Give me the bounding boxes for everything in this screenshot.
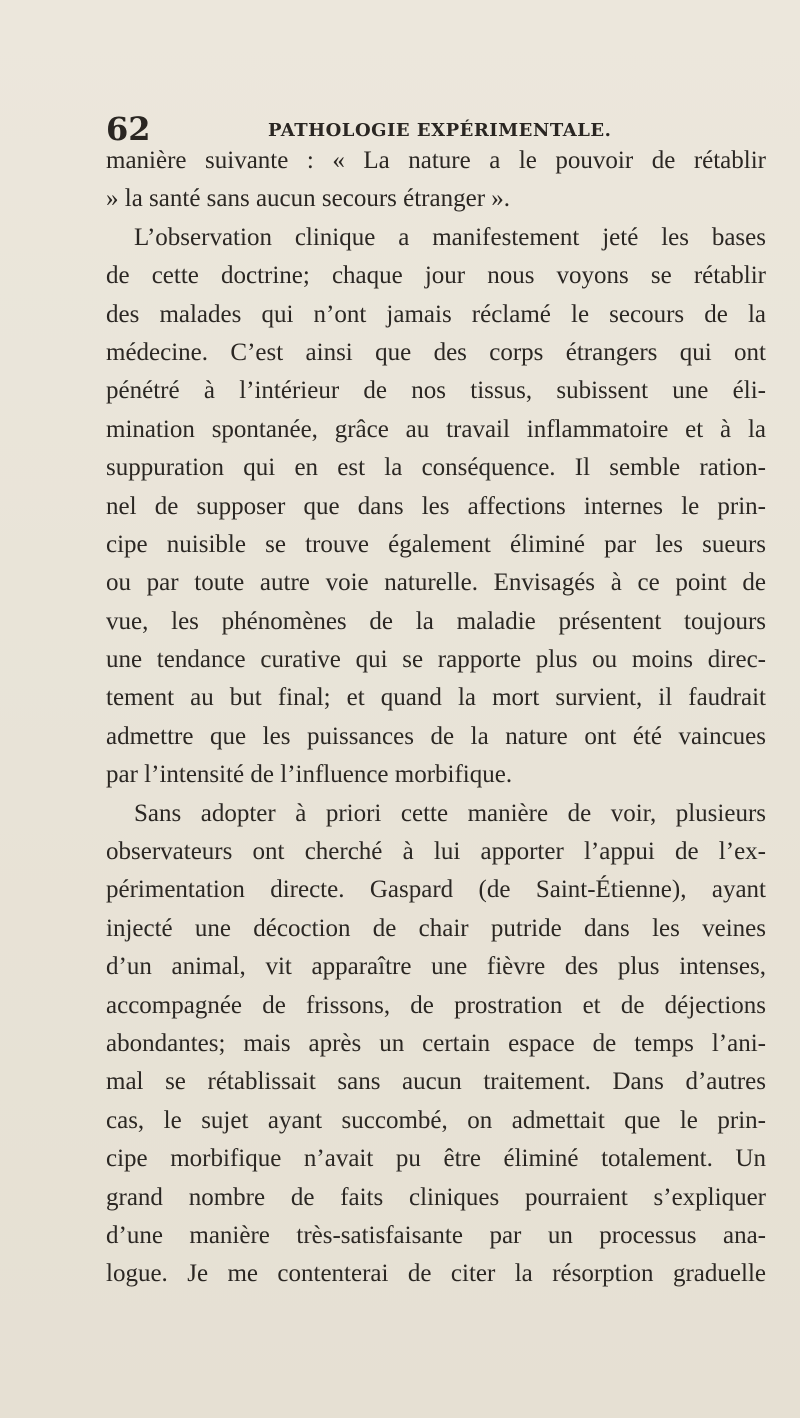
text-line: cipe nuisible se trouve également éliminé par les sueurs <box>106 530 766 558</box>
text-line: mal se rétablissait sans aucun traitement. Dans d’autres <box>106 1068 766 1096</box>
text-line: grand nombre de faits cliniques pourraient s’expliquer <box>106 1183 766 1211</box>
text-line: ou par toute autre voie naturelle. Envisagés à ce point de <box>106 569 766 597</box>
text-line: vue, les phénomènes de la maladie présentent toujours <box>106 607 766 635</box>
text-line: d’une manière très-satisfaisante par un processus ana- <box>106 1221 766 1249</box>
text-line: nel de supposer que dans les affections internes le prin- <box>106 492 766 520</box>
page-header <box>106 112 766 146</box>
text-line: médecine. C’est ainsi que des corps étrangers qui ont <box>106 338 766 366</box>
text-line: logue. Je me contenterai de citer la résorption graduelle <box>106 1260 766 1288</box>
text-line: injecté une décoction de chair putride dans les veines <box>106 914 766 942</box>
text-line: par l’intensité de l’influence morbifique. <box>106 761 513 789</box>
text-line: manière suivante : « La nature a le pouvoir de rétablir <box>106 147 766 174</box>
text-line: mination spontanée, grâce au travail inflammatoire et à la <box>106 415 766 443</box>
text-line: L’observation clinique a manifestement jeté les bases <box>134 223 766 251</box>
page-number: 62 <box>106 110 151 148</box>
text-line: admettre que les puissances de la nature ont été vaincues <box>106 722 766 750</box>
text-line: d’un animal, vit apparaître une fièvre des plus intenses, <box>106 953 766 981</box>
text-line: périmentation directe. Gaspard (de Saint-Étienne), ayant <box>106 876 766 904</box>
text-line: cipe morbifique n’avait pu être éliminé totalement. Un <box>106 1145 766 1173</box>
text-line: des malades qui n’ont jamais réclamé le secours de la <box>106 300 766 328</box>
body-text <box>106 142 766 1294</box>
text-line: cas, le sujet ayant succombé, on admettait que le prin- <box>106 1106 766 1134</box>
text-line: abondantes; mais après un certain espace de temps l’ani- <box>106 1029 766 1057</box>
text-line: une tendance curative qui se rapporte plus ou moins direc- <box>106 646 766 674</box>
text-line: » la santé sans aucun secours étranger ». <box>106 185 511 213</box>
running-head: PATHOLOGIE EXPÉRIMENTALE. <box>268 120 612 141</box>
text-line: pénétré à l’intérieur de nos tissus, subissent une éli- <box>106 377 766 405</box>
text-line: Sans adopter à priori cette manière de voir, plusieurs <box>134 799 766 827</box>
text-line: de cette doctrine; chaque jour nous voyons se rétablir <box>106 262 766 290</box>
text-line: suppuration qui en est la conséquence. Il semble ration- <box>106 454 766 482</box>
text-line: observateurs ont cherché à lui apporter l’appui de l’ex- <box>106 838 766 866</box>
text-line: tement au but final; et quand la mort survient, il faudrait <box>106 684 766 712</box>
text-line: accompagnée de frissons, de prostration et de déjections <box>106 991 766 1019</box>
